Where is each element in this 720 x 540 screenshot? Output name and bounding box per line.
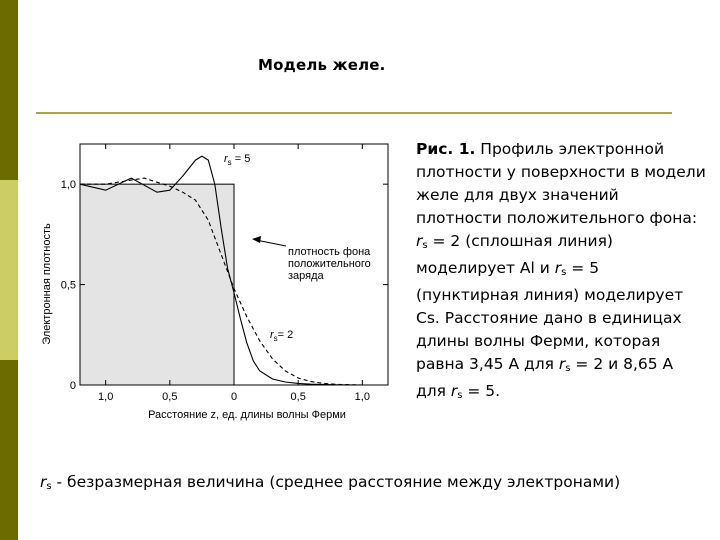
rs-definition-note: $r_s$ - безразмерная величина (среднее расстояние между электронами) bbox=[40, 473, 621, 492]
x-tick-label: 0,5 bbox=[290, 391, 306, 403]
series-label-rs5: $r_s = 5$ bbox=[224, 153, 251, 167]
annotation-arrow-line bbox=[256, 240, 286, 246]
series-label-rs2: $r_s= 2$ bbox=[270, 329, 294, 343]
slide-title: Модель желе. bbox=[258, 56, 386, 74]
title-divider bbox=[36, 112, 672, 114]
background-label-line: заряда bbox=[288, 270, 324, 282]
y-tick-label: 0,5 bbox=[60, 279, 76, 292]
y-tick-label: 1,0 bbox=[60, 179, 76, 192]
x-tick-label: 1,0 bbox=[354, 391, 370, 403]
annotation-arrowhead bbox=[252, 236, 261, 243]
density-chart bbox=[30, 132, 400, 427]
background-label bbox=[288, 246, 371, 282]
figure-caption: Рис. 1. Профиль электронной плотности у поверхности в модели желе для двух значений плотности положительного фона: $r_s = 2$ (сплошная линия) моделирует Al и $r_s = 5$ (пунктирная линия) моделирует Cs. Расстояние дано в единицах длины волны Ферми, которая равна 3,45 А для $r_s = 2$ и 8,65 А для $r_s = 5$. bbox=[416, 140, 706, 401]
x-tick-label: 0,5 bbox=[162, 391, 178, 403]
decor-strip-top bbox=[0, 0, 18, 180]
decor-strip-bottom bbox=[0, 360, 18, 540]
background-density-box bbox=[80, 184, 234, 385]
background-label-line: плотность фона bbox=[288, 246, 371, 258]
y-tick-label: 0 bbox=[69, 380, 76, 392]
x-tick-label: 1,0 bbox=[98, 391, 114, 403]
x-axis-label: Расстояние z, ед. длины волны Ферми bbox=[148, 409, 346, 421]
decor-strip-middle bbox=[0, 180, 18, 360]
x-tick-label: 0 bbox=[230, 391, 238, 403]
y-axis-label: Электронная плотность bbox=[41, 223, 53, 345]
caption-label: Рис. 1. bbox=[416, 140, 476, 158]
background-label-line: положительного bbox=[288, 258, 371, 270]
background-annotation bbox=[252, 236, 371, 282]
